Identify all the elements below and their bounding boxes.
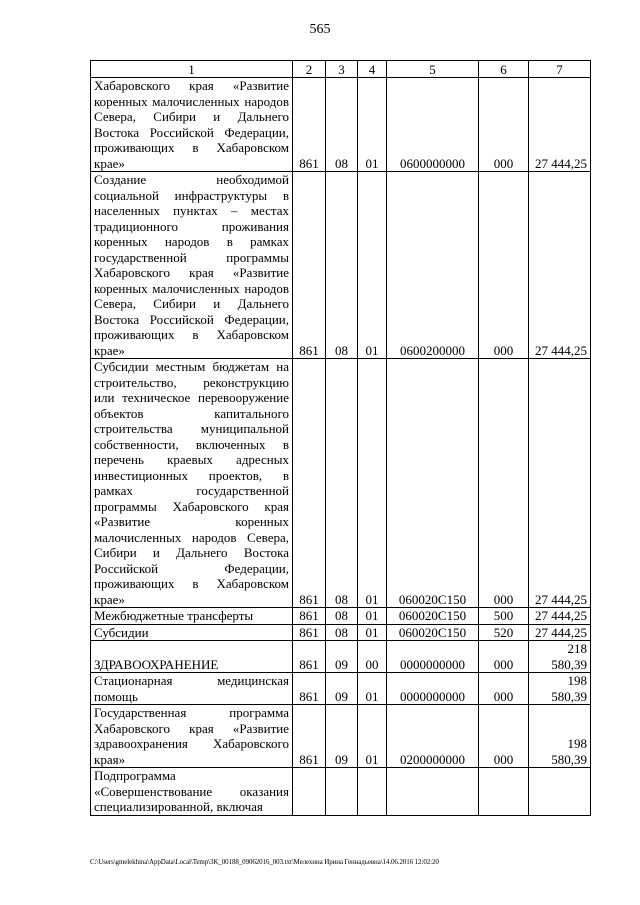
table-row [91, 608, 591, 625]
expense-type-cell: 520 [479, 624, 529, 641]
subsection-code-cell: 01 [358, 608, 387, 625]
amount-cell: 198 580,39 [529, 705, 591, 768]
target-code-cell [387, 768, 479, 816]
subsection-code-cell [358, 768, 387, 816]
target-code-cell: 0000000000 [387, 641, 479, 673]
amount-cell: 27 444,25 [529, 608, 591, 625]
expense-type-cell: 000 [479, 359, 529, 608]
subsection-code-cell: 01 [358, 78, 387, 172]
table-row [91, 359, 591, 608]
table-row [91, 673, 591, 705]
table-row [91, 172, 591, 359]
target-code-cell: 0600000000 [387, 78, 479, 172]
ministry-code-cell: 861 [293, 359, 326, 608]
table-row [91, 768, 591, 816]
section-code-cell: 08 [326, 624, 358, 641]
amount-cell [529, 768, 591, 816]
target-code-cell: 0600200000 [387, 172, 479, 359]
subsection-code-cell: 01 [358, 624, 387, 641]
row-name-cell: Создание необходимой социальной инфраструктуры в населенных пунктах – местах традиционного проживания коренных народов в рамках государственной программы Хабаровского края «Развитие коренных малочисленных народов Севера, Сибири и Дальнего Востока Российской Федерации, проживающих в Хабаровском крае» [91, 172, 293, 359]
table-row [91, 624, 591, 641]
page-number: 565 [309, 22, 331, 37]
table-row [91, 78, 591, 172]
amount-cell: 27 444,25 [529, 359, 591, 608]
amount-cell: 198 580,39 [529, 673, 591, 705]
column-header-3: 3 [326, 61, 358, 78]
section-code-cell: 09 [326, 673, 358, 705]
amount-cell: 27 444,25 [529, 78, 591, 172]
ministry-code-cell: 861 [293, 641, 326, 673]
table-row [91, 641, 591, 673]
column-header-6: 6 [479, 61, 529, 78]
budget-table [90, 60, 591, 816]
row-name-cell: Межбюджетные трансферты [91, 608, 293, 625]
section-code-cell: 08 [326, 78, 358, 172]
section-code-cell: 08 [326, 359, 358, 608]
target-code-cell: 060020С150 [387, 359, 479, 608]
target-code-cell: 0000000000 [387, 673, 479, 705]
ministry-code-cell: 861 [293, 608, 326, 625]
section-code-cell: 09 [326, 641, 358, 673]
header-row [91, 61, 591, 78]
section-code-cell: 08 [326, 608, 358, 625]
ministry-code-cell: 861 [293, 705, 326, 768]
target-code-cell: 0200000000 [387, 705, 479, 768]
row-name-cell: ЗДРАВООХРАНЕНИЕ [91, 641, 293, 673]
expense-type-cell: 000 [479, 172, 529, 359]
ministry-code-cell [293, 768, 326, 816]
expense-type-cell: 500 [479, 608, 529, 625]
subsection-code-cell: 01 [358, 172, 387, 359]
ministry-code-cell: 861 [293, 78, 326, 172]
row-name-cell: Стационарная медицинская помощь [91, 673, 293, 705]
expense-type-cell: 000 [479, 673, 529, 705]
amount-cell: 27 444,25 [529, 624, 591, 641]
table-row [91, 705, 591, 768]
row-name-cell: Подпрограмма «Совершенствование оказания специализированной, включая [91, 768, 293, 816]
row-name-cell: Государственная программа Хабаровского края «Развитие здравоохранения Хабаровского края» [91, 705, 293, 768]
subsection-code-cell: 01 [358, 705, 387, 768]
section-code-cell: 08 [326, 172, 358, 359]
ministry-code-cell: 861 [293, 673, 326, 705]
subsection-code-cell: 01 [358, 359, 387, 608]
subsection-code-cell: 01 [358, 673, 387, 705]
row-name-cell: Субсидии местным бюджетам на строительство, реконструкцию или техническое перевооружение объектов капитального строительства муниципальной собственности, включенных в перечень краевых адресных инвестиционных проектов, в рамках государственной программы Хабаровского края «Развитие коренных малочисленных народов Севера, Сибири и Дальнего Востока Российской Федерации, проживающих в Хабаровском крае» [91, 359, 293, 608]
column-header-7: 7 [529, 61, 591, 78]
expense-type-cell [479, 768, 529, 816]
target-code-cell: 060020С150 [387, 624, 479, 641]
target-code-cell: 060020С150 [387, 608, 479, 625]
ministry-code-cell: 861 [293, 172, 326, 359]
column-header-1: 1 [91, 61, 293, 78]
expense-type-cell: 000 [479, 78, 529, 172]
section-code-cell: 09 [326, 705, 358, 768]
column-header-5: 5 [387, 61, 479, 78]
ministry-code-cell: 861 [293, 624, 326, 641]
row-name-cell: Субсидии [91, 624, 293, 641]
expense-type-cell: 000 [479, 641, 529, 673]
expense-type-cell: 000 [479, 705, 529, 768]
column-header-4: 4 [358, 61, 387, 78]
amount-cell: 218 580,39 [529, 641, 591, 673]
document-footer-path: C:\Users\gmelekhina\AppData\Local\Temp\3K_00188_09062016_003.txt\Мелехина Ирина Геннадьевна\14.06.2016 12:02:20 [90, 858, 439, 866]
column-header-2: 2 [293, 61, 326, 78]
section-code-cell [326, 768, 358, 816]
subsection-code-cell: 00 [358, 641, 387, 673]
amount-cell: 27 444,25 [529, 172, 591, 359]
row-name-cell: Хабаровского края «Развитие коренных малочисленных народов Севера, Сибири и Дальнего Востока Российской Федерации, проживающих в Хабаровском крае» [91, 78, 293, 172]
